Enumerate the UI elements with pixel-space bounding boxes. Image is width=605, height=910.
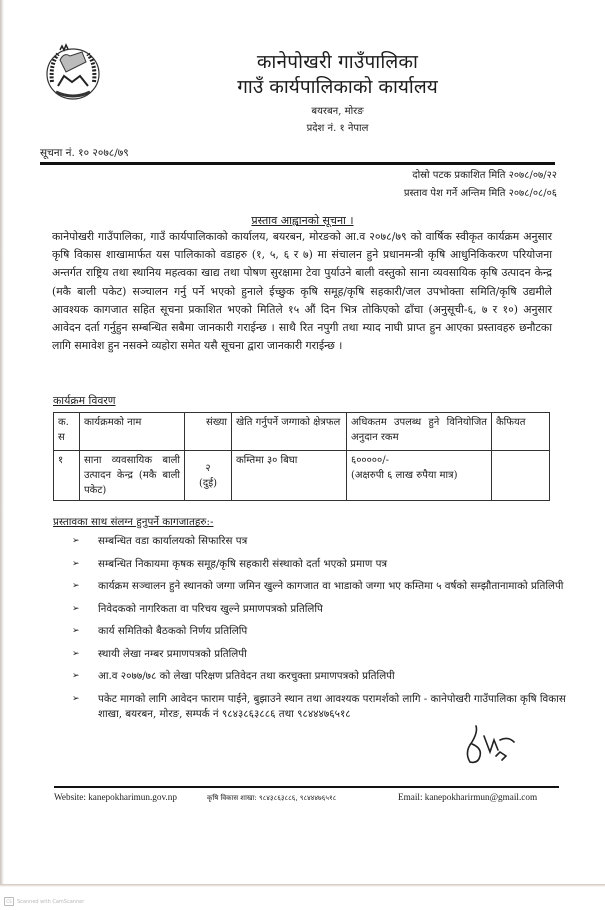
col-header-area: खेति गर्नुपर्ने जग्गाको क्षेत्रफल <box>232 413 347 451</box>
watermark-text: Scanned with CamScanner <box>17 898 85 905</box>
list-item-text: आ.व २०७७/७८ को लेखा परिक्षण प्रतिवेदन तथा करचुक्ता प्रमाणपत्रको प्रतिलिपी <box>98 670 395 682</box>
list-item-text: पकेट मागको लागि आवेदन फाराम पाईने, बुझाउने स्थान तथा आवश्यक परामर्शको लागि - कानेपोखरी गाउँपालिका कृषि विकास शाखा, बयरबन, मोरङ, सम्पर्क नं ९८४३८६३८८६ तथा ९८४४४७६५१८ <box>98 692 566 720</box>
cell-amount-number: ६०००००/- <box>351 455 389 466</box>
arrow-bullet-icon: ➢ <box>72 603 80 614</box>
notice-number: सूचना नं. १० २०७८/७९ <box>40 147 129 159</box>
required-docs-label: प्रस्तावका साथ संलग्न हुनुपर्ने कागजातहरु:- <box>53 516 214 528</box>
arrow-bullet-icon: ➢ <box>72 536 80 546</box>
office-name: गाउँ कार्यपालिकाको कार्यालय <box>237 76 438 98</box>
col-header-remarks: कैफियत <box>492 413 550 451</box>
header-divider <box>40 162 555 165</box>
list-item <box>72 579 582 594</box>
col-header-program-name: कार्यक्रमको नाम <box>80 413 185 451</box>
list-item-text: सम्बन्धित वडा कार्यालयको सिफारिस पत्र <box>98 535 248 547</box>
cell-area: कम्तिमा ३० बिघा <box>232 451 347 501</box>
notice-title <box>0 213 605 228</box>
cell-remarks <box>492 451 550 501</box>
list-item-text: कार्य समितिको बैठकको निर्णय प्रतिलिपि <box>98 625 248 637</box>
table-row <box>54 451 550 501</box>
cell-amount-words: (अक्षरुपी ६ लाख रुपैया मात्र) <box>351 470 458 481</box>
office-address: बयरबन, मोरङ <box>311 106 364 117</box>
arrow-bullet-icon: ➢ <box>72 693 80 704</box>
list-item <box>72 647 582 662</box>
list-item <box>72 669 582 684</box>
last-submission-date: प्रस्ताव पेश गर्ने अन्तिम मिति २०७८/०८/०६ <box>403 188 557 199</box>
footer-divider <box>54 786 559 788</box>
arrow-bullet-icon: ➢ <box>72 581 80 591</box>
arrow-bullet-icon: ➢ <box>72 558 80 569</box>
footer-email: Email: kanepokharirmun@gmail.com <box>398 792 538 802</box>
notice-body-paragraph: कानेपोखरी गाउँपालिका, गाउँ कार्यपालिकाको कार्यालय, बयरबन, मोरङको आ.व २०७८/७९ को वार्षिक स्वीकृत कार्यक्रम अनुसार कृषि विकास शाखामार्फत यस पालिकाको वडाहरु (१, ५, ६ र ७) मा संचालन हुने प्रधानमन्त्री कृषि आधुनिकिकरण परियोजना अन्तर्गत राष्ट्रिय तथा स्थानिय महत्वका खाद्य तथा पोषण सुरक्षामा टेवा पुर्याउने बाली वस्तुको साना व्यवसायिक कृषि उत्पादन केन्द्र (मकै बाली पकेट) सञ्चालन गर्नु पर्ने भएको हुनाले ईच्छुक कृषि समूह/कृषि सहकारी/जल उपभोक्ता समिति/कृषि उद्यमीले आवश्यक कागजात सहित सूचना प्रकाशित भएको मितिले १५ औं दिन भित्र तोकिएको ढाँचा (अनुसूची-६, ७ र १०) अनुसार आवेदन दर्ता गर्नुहुन सम्बन्धित सबैमा जानकारी गराईन्छ । साथै रित नपुगी तथा म्याद नाघी प्राप्त हुन आएका प्रस्तावहरु छनौटका लागि समावेश हुन नसक्ने व्यहोरा समेत यसै सूचना द्वारा जानकारी गराईन्छ । <box>52 230 552 353</box>
col-header-grant-amount: अधिकतम उपलब्ध हुने विनियोजित अनुदान रकम <box>347 413 492 451</box>
list-item <box>72 534 582 549</box>
table-header-row <box>54 413 550 451</box>
cell-count-number: २ <box>205 462 211 474</box>
program-details-label: कार्यक्रम विवरण <box>53 394 116 407</box>
cell-sn: १ <box>54 451 80 501</box>
list-item-text: सम्बन्धित निकायमा कृषक समूह/कृषि सहकारी संस्थाको दर्ता भएको प्रमाण पत्र <box>98 557 388 570</box>
list-item <box>72 692 582 722</box>
required-docs-list <box>72 534 582 729</box>
arrow-bullet-icon: ➢ <box>72 626 80 636</box>
list-item-text: स्थायी लेखा नम्बर प्रमाणपत्रको प्रतिलिपी <box>98 647 247 660</box>
cell-count-words: (दुई) <box>198 477 218 489</box>
province-label: प्रदेश नं. १ नेपाल <box>306 123 369 134</box>
notice-title-text: प्रस्ताव आह्वानको सूचना । <box>251 214 354 227</box>
footer-website: Website: kanepokharimun.gov.np <box>54 792 177 802</box>
org-name: कानेपोखरी गाउँपालिका <box>256 51 419 73</box>
list-item <box>72 602 582 617</box>
col-header-sn: क. स <box>54 413 80 451</box>
camscanner-logo-icon: CS <box>4 897 14 906</box>
program-details-table <box>53 412 550 501</box>
cell-grant-amount <box>347 451 492 501</box>
cell-program-name: साना व्यवसायिक बाली उत्पादन केन्द्र (मकै बाली पकेट) <box>80 451 185 501</box>
col-header-count: संख्या <box>185 413 232 451</box>
list-item <box>72 624 582 639</box>
footer-agri-contact: कृषि विकास शाखा: ९८४३८६३८८६, ९८४४४७६५१८ <box>207 794 337 802</box>
list-item <box>72 557 582 572</box>
arrow-bullet-icon: ➢ <box>72 671 80 681</box>
list-item-text: कार्यक्रम सञ्चालन हुने स्थानको जग्गा जमिन खुल्ने कागजात वा भाडाको जग्गा भए कम्तिमा ५ वर्षको सम्झौतानामाको प्रतिलिपी <box>98 580 564 592</box>
page-bottom-shadow <box>0 884 605 887</box>
list-item-text: निवेदकको नागरिकता वा परिचय खुल्ने प्रमाणपत्रको प्रतिलिपि <box>98 602 323 615</box>
cell-count <box>185 451 232 501</box>
second-publish-date: दोस्रो पटक प्रकाशित मिति २०७८/०७/२२ <box>412 170 557 181</box>
camscanner-watermark <box>4 897 84 906</box>
signature-mark <box>460 722 520 772</box>
arrow-bullet-icon: ➢ <box>72 648 80 659</box>
